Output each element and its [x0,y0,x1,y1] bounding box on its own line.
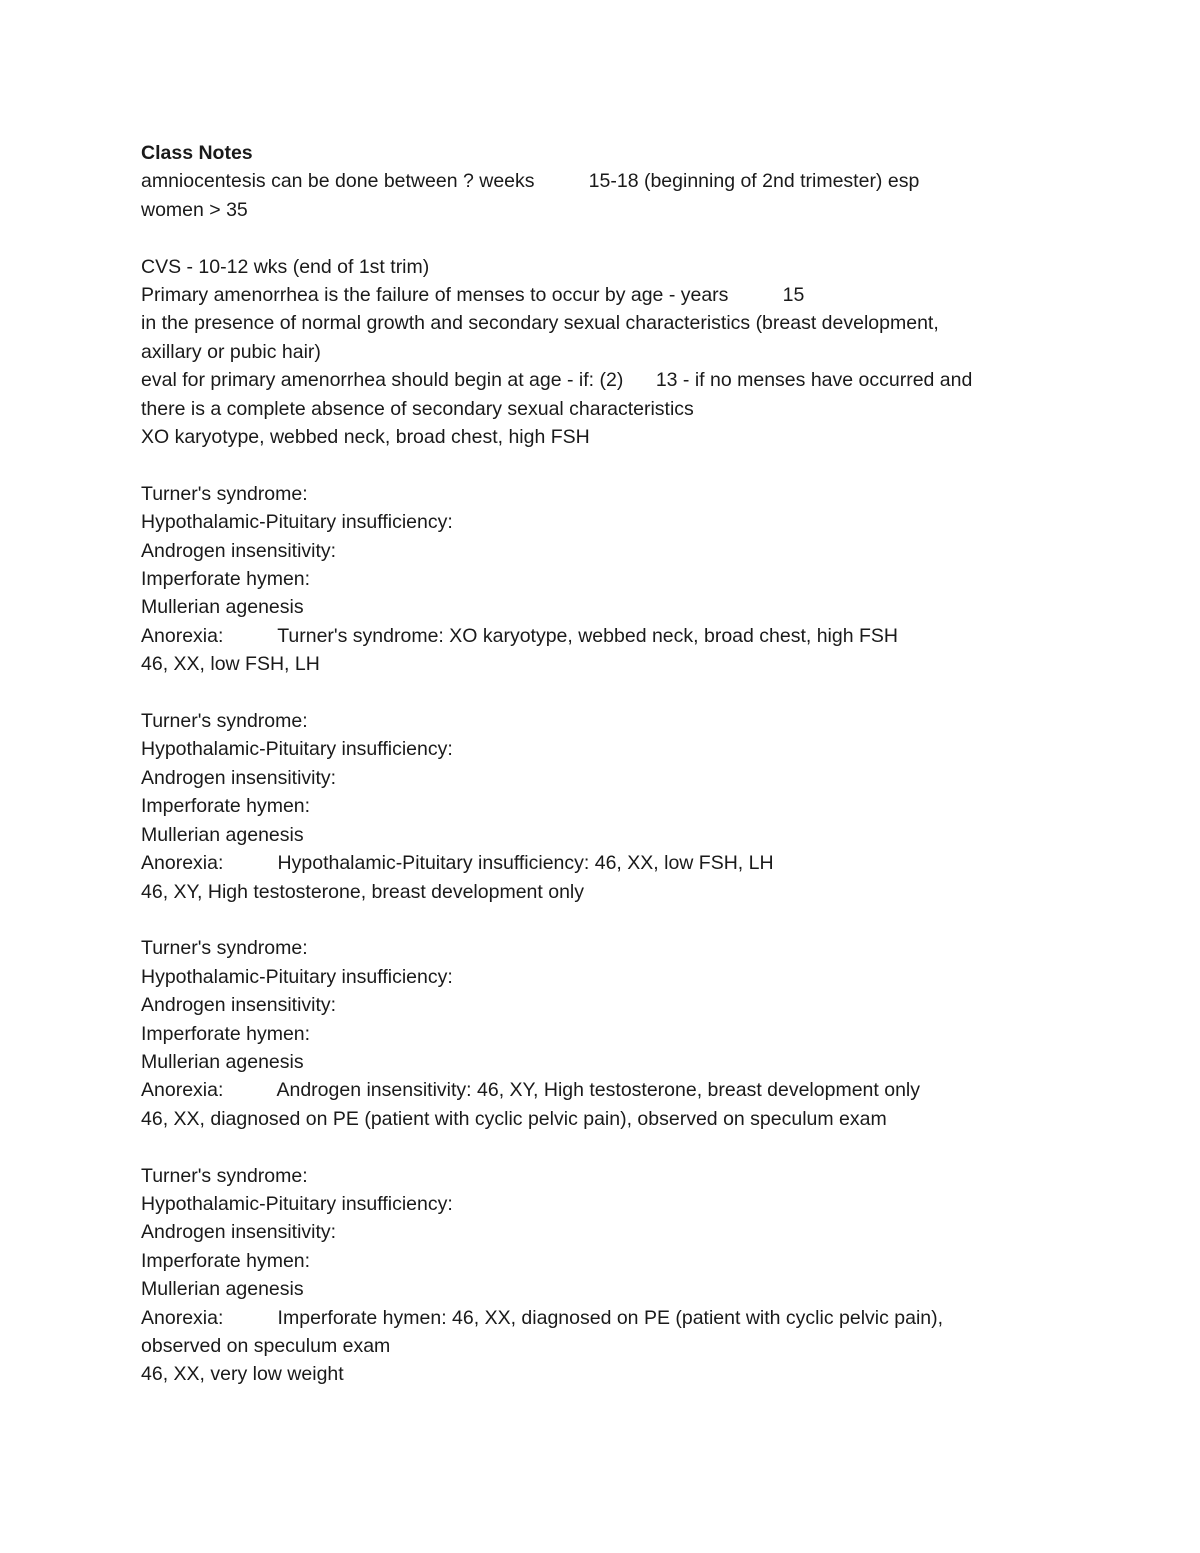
text-line: Turner's syndrome: [141,937,308,960]
blank-line [141,679,1071,707]
text-line: Mullerian agenesis [141,823,304,846]
document-page [141,139,1071,1389]
text-line: Imperforate hymen: [141,568,311,591]
text-line: Imperforate hymen: [141,1249,311,1272]
text-line: Imperforate hymen: [141,795,311,818]
text-line: Mullerian agenesis [141,596,304,619]
text-line: Mullerian agenesis [141,1278,304,1301]
text-line: Imperforate hymen: [141,1022,311,1045]
text-line: women > 35 [141,198,248,221]
text-line: observed on speculum exam [141,1334,391,1357]
text-line: Androgen insensitivity: [141,1221,337,1244]
text-line: 46, XY, High testosterone, breast development only [141,880,584,903]
text-line: XO karyotype, webbed neck, broad chest, high FSH [141,426,590,449]
text-line: Primary amenorrhea is the failure of menses to occur by age - years 15 [141,284,805,307]
text-line: in the presence of normal growth and secondary sexual characteristics (breast development, [141,312,939,335]
text-line: CVS - 10-12 wks (end of 1st trim) [141,255,430,278]
text-line: axillary or pubic hair) [141,340,321,363]
text-line: amniocentesis can be done between ? weeks 15-18 (beginning of 2nd trimester) esp [141,170,920,193]
blank-line [141,451,1071,479]
text-line: Turner's syndrome: [141,482,308,505]
text-line: Androgen insensitivity: [141,766,337,789]
text-line: 46, XX, low FSH, LH [141,653,320,676]
text-line: Hypothalamic-Pituitary insufficiency: [141,511,453,534]
text-line: Anorexia: Androgen insensitivity: 46, XY, High testosterone, breast development only [141,1079,921,1102]
text-line: Turner's syndrome: [141,710,308,733]
blank-line [141,906,1071,934]
blank-line [141,1133,1071,1161]
text-line: Anorexia: Hypothalamic-Pituitary insufficiency: 46, XX, low FSH, LH [141,852,774,875]
text-line: Anorexia: Imperforate hymen: 46, XX, diagnosed on PE (patient with cyclic pelvic pain), [141,1306,944,1329]
text-line: there is a complete absence of secondary sexual characteristics [141,397,694,420]
text-line: Turner's syndrome: [141,1164,308,1187]
text-line: Hypothalamic-Pituitary insufficiency: [141,1192,453,1215]
text-line: Androgen insensitivity: [141,539,337,562]
text-line: eval for primary amenorrhea should begin at age - if: (2) 13 - if no menses have occurred and [141,369,973,392]
document-body [141,167,1071,1388]
text-line: Hypothalamic-Pituitary insufficiency: [141,965,453,988]
document-title: Class Notes [141,142,253,164]
text-line: 46, XX, very low weight [141,1363,344,1386]
text-line: Mullerian agenesis [141,1050,304,1073]
text-line: 46, XX, diagnosed on PE (patient with cyclic pelvic pain), observed on speculum exam [141,1107,887,1130]
blank-line [141,224,1071,252]
text-line: Androgen insensitivity: [141,994,337,1017]
text-line: Anorexia: Turner's syndrome: XO karyotype, webbed neck, broad chest, high FSH [141,624,898,647]
text-line: Hypothalamic-Pituitary insufficiency: [141,738,453,761]
